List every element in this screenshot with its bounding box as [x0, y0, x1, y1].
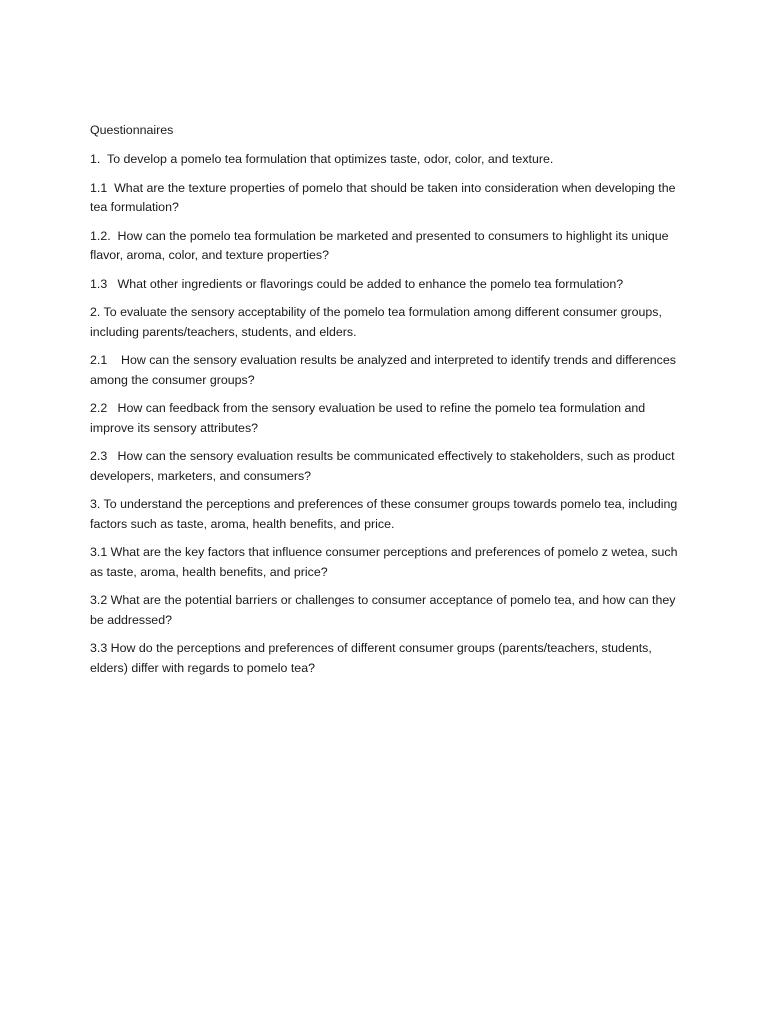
document-heading: Questionnaires	[90, 123, 174, 137]
question-1-1: 1.1 What are the texture properties of pomelo that should be taken into consideration when developing the tea formulation?	[90, 180, 679, 214]
question-1-3: 1.3 What other ingredients or flavorings could be added to enhance the pomelo tea formulation?	[90, 276, 624, 291]
question-3-2: 3.2 What are the potential barriers or challenges to consumer acceptance of pomelo tea, and how can they be addressed?	[90, 593, 679, 627]
question-3-3: 3.3 How do the perceptions and preferences of different consumer groups (parents/teachers, students, elders) differ with regards to pomelo tea?	[90, 641, 656, 675]
document-body	[90, 121, 682, 687]
question-2-3: 2.3 How can the sensory evaluation results be communicated effectively to stakeholders, such as product developers, marketers, and consumers?	[90, 449, 678, 483]
question-1-2: 1.2. How can the pomelo tea formulation be marketed and presented to consumers to highlight its unique flavor, aroma, color, and texture properties?	[90, 228, 673, 262]
question-3-1: 3.1 What are the key factors that influence consumer perceptions and preferences of pomelo z wetea, such as taste, aroma, health benefits, and price?	[90, 545, 681, 579]
question-2-1: 2.1 How can the sensory evaluation results be analyzed and interpreted to identify trends and differences among the consumer groups?	[90, 353, 680, 387]
objective-2: 2. To evaluate the sensory acceptability of the pomelo tea formulation among different consumer groups, including parents/teachers, students, and elders.	[90, 305, 666, 339]
objective-1: 1. To develop a pomelo tea formulation that optimizes taste, odor, color, and texture.	[90, 151, 554, 166]
question-2-2: 2.2 How can feedback from the sensory evaluation be used to refine the pomelo tea formulation and improve its sensory attributes?	[90, 401, 649, 435]
objective-3: 3. To understand the perceptions and preferences of these consumer groups towards pomelo tea, including factors such as taste, aroma, health benefits, and price.	[90, 497, 681, 531]
